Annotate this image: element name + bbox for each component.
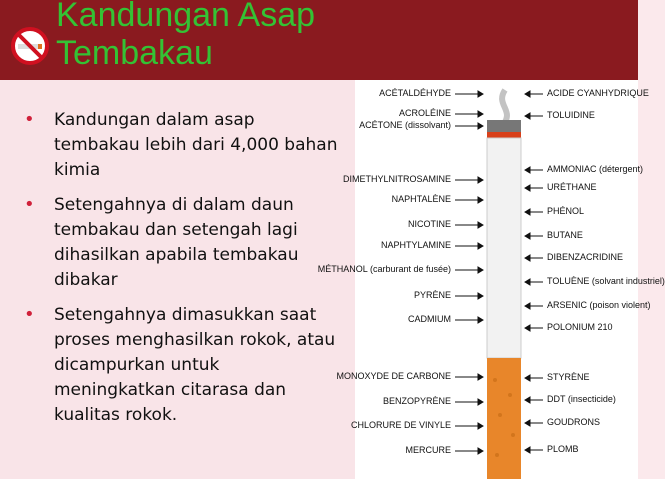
chemical-label-right: POLONIUM 210 [547, 322, 613, 332]
bullet-item [24, 303, 379, 428]
chemical-label-right: DIBENZACRIDINE [547, 252, 624, 262]
chemical-label-left: DIMETHYLNITROSAMINE [342, 174, 451, 184]
arrow-head [478, 222, 483, 228]
chemical-label-right: AMMONIAC (détergent) [547, 164, 644, 174]
bullet-item [24, 193, 379, 293]
chemical-label-left: MONOXYDE DE CARBONE [336, 371, 451, 381]
chemical-label-right: PHÉNOL [547, 206, 585, 216]
bullet-text: Setengahnya dimasukkan saat proses menghasilkan rokok, atau dicampurkan untuk meningkatkan citarasa dan kualitas rokok. [54, 305, 336, 425]
arrow-head [525, 325, 530, 331]
chemical-label-right: URÉTHANE [547, 182, 597, 192]
chemical-label-left: ACÉTONE (dissolvant) [359, 120, 451, 130]
chemical-label-left: MERCURE [405, 445, 451, 455]
chemical-label-left: NAPHTYLAMINE [380, 240, 451, 250]
arrow-head [525, 233, 530, 239]
arrow-head [478, 423, 483, 429]
chemical-label-left: NAPHTALÈNE [391, 194, 451, 204]
arrow-head [478, 197, 483, 203]
arrow-head [525, 91, 530, 97]
no-smoking-icon [10, 26, 50, 66]
arrow-head [478, 267, 483, 273]
arrow-head [478, 243, 483, 249]
arrow-head [525, 279, 530, 285]
chemical-label-left: CHLORURE DE VINYLE [350, 420, 451, 430]
bullet-text: Setengahnya di dalam daun tembakau dan setengah lagi dihasilkan apabila tembakau dibakar [54, 195, 299, 290]
arrow-head [525, 303, 530, 309]
chemical-label-right: TOLUIDINE [547, 110, 595, 120]
cigarette-diagram [317, 80, 665, 479]
arrow-head [478, 399, 483, 405]
bullet-item [24, 108, 379, 183]
arrow-head [525, 255, 530, 261]
chemical-label-right: PLOMB [547, 444, 579, 454]
arrow-head [525, 375, 530, 381]
page-title: Kandungan Asap [56, 0, 316, 34]
chemical-label-left: BENZOPYRÈNE [382, 396, 451, 406]
arrow-head [478, 448, 483, 454]
bullet-text: Kandungan dalam asap tembakau lebih dari 4,000 bahan kimia [54, 110, 338, 180]
chemical-label-right: DDT (insecticide) [547, 394, 616, 404]
chemical-label-right: ACIDE CYANHYDRIQUE [547, 88, 649, 98]
chemical-label-right: TOLUÈNE (solvant industriel) [547, 276, 665, 286]
arrow-head [525, 185, 530, 191]
bullet-dot: • [24, 194, 35, 215]
arrow-head [525, 447, 530, 453]
arrow-head [478, 91, 483, 97]
chemical-label-right: BUTANE [547, 230, 583, 240]
chemical-label-left: PYRÈNE [413, 290, 451, 300]
chemical-label-left: ACÉTALDÉHYDE [379, 88, 451, 98]
arrow-head [525, 113, 530, 119]
chemical-label-left: ACROLÉINE [398, 108, 451, 118]
chemical-label-left: MÉTHANOL (carburant de fusée) [317, 264, 451, 274]
bullet-dot: • [24, 304, 35, 325]
arrow-head [478, 293, 483, 299]
arrow-head [478, 374, 483, 380]
arrow-head [478, 123, 483, 129]
chemical-label-right: STYRÈNE [547, 372, 590, 382]
chemical-label-right: GOUDRONS [547, 417, 601, 427]
arrow-head [525, 209, 530, 215]
page-title-line2: Tembakau [56, 34, 213, 72]
arrow-head [478, 317, 483, 323]
chemical-label-left: CADMIUM [408, 314, 451, 324]
bullet-dot: • [24, 109, 35, 130]
arrow-head [478, 177, 483, 183]
arrow-head [525, 167, 530, 173]
arrow-head [525, 420, 530, 426]
chemical-label-left: NICOTINE [407, 219, 451, 229]
arrow-head [525, 397, 530, 403]
chemical-label-right: ARSENIC (poison violent) [547, 300, 651, 310]
arrow-head [478, 111, 483, 117]
